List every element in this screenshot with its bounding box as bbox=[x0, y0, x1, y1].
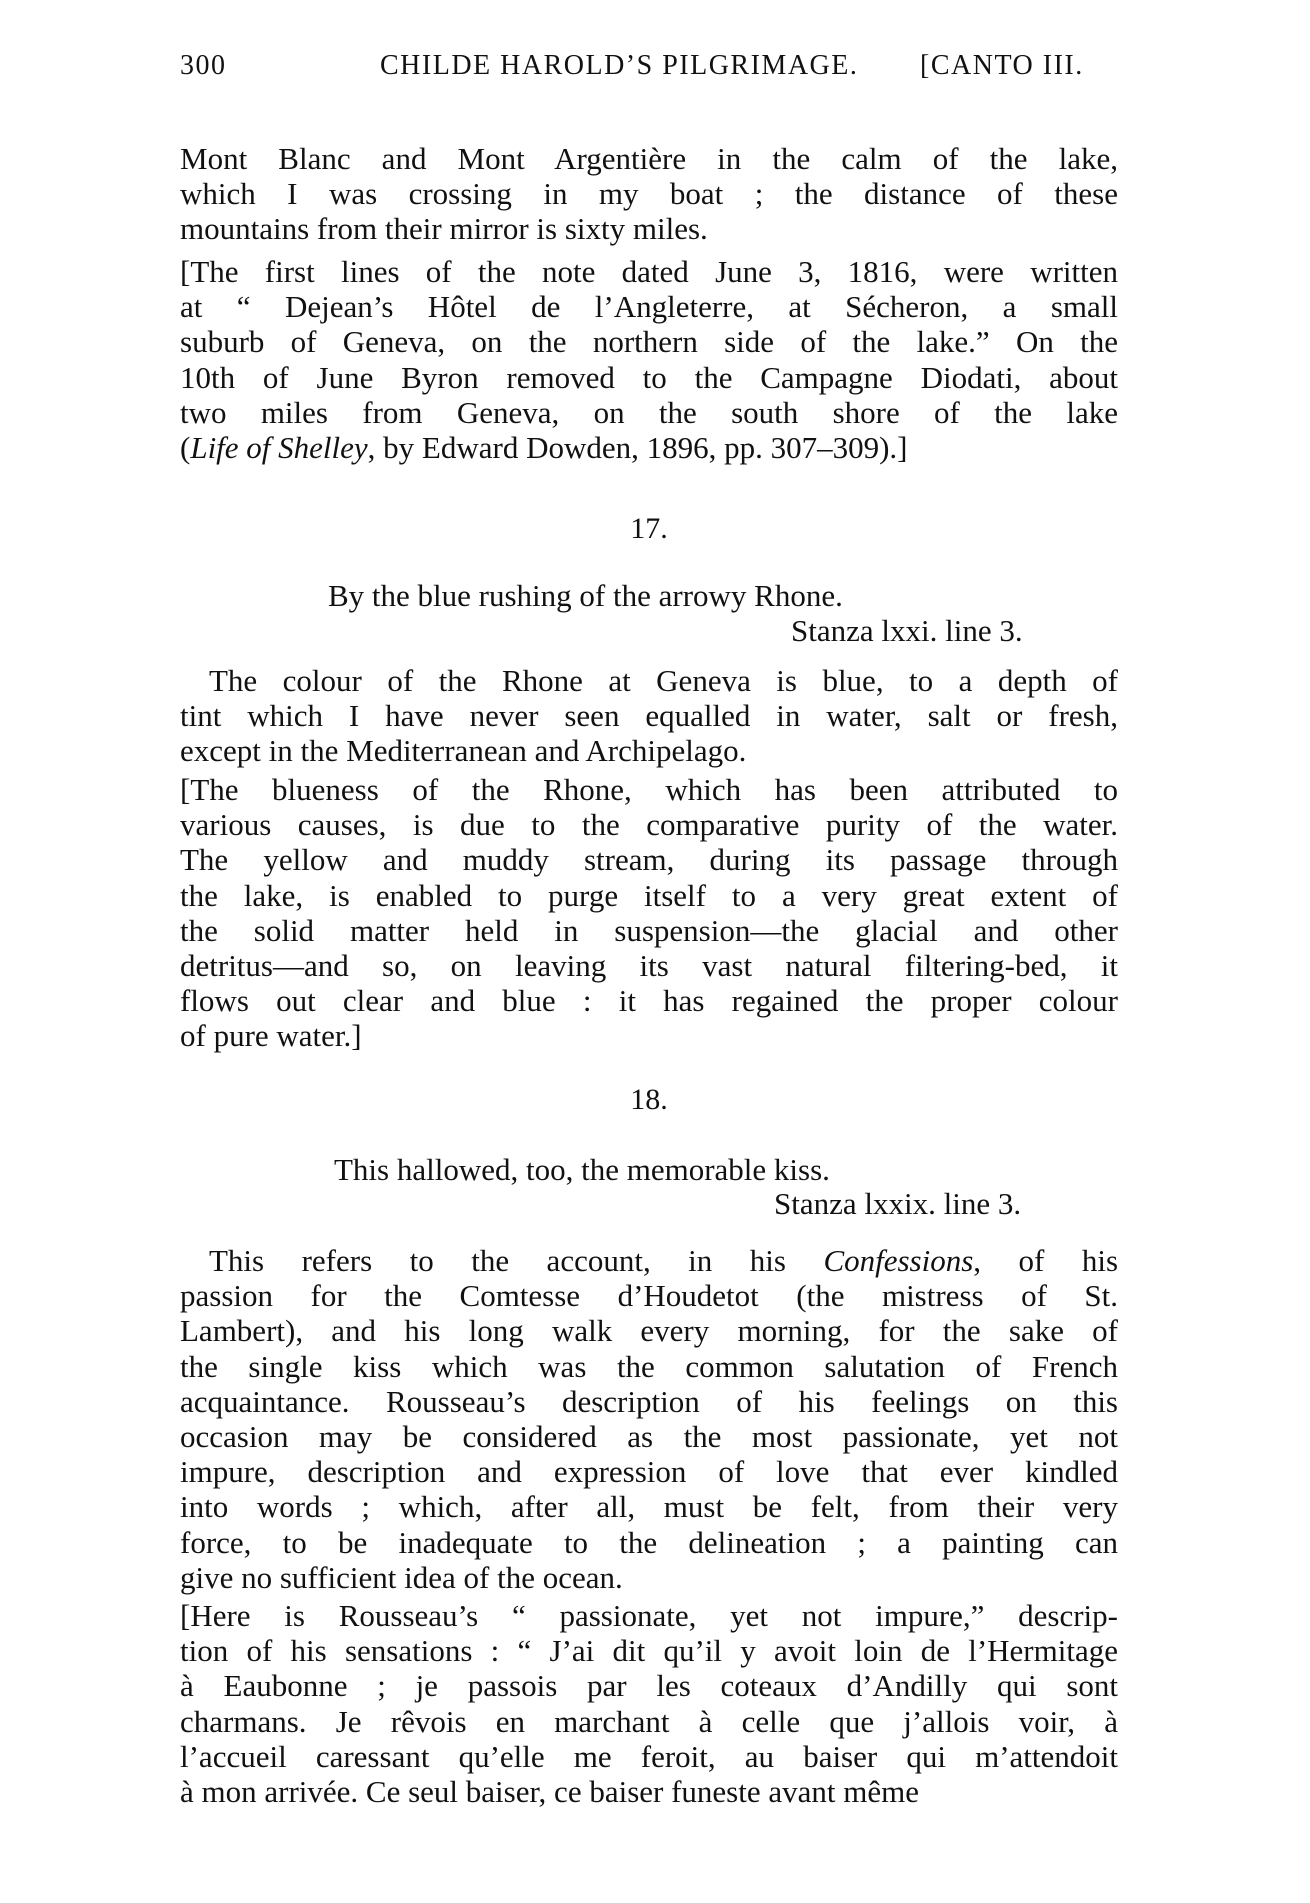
text-line: give no sufficient idea of the ocean. bbox=[180, 1559, 623, 1595]
note-number: 18. bbox=[630, 1083, 668, 1116]
text-line: l’accueil caressant qu’elle me feroit, au baiser qui m’attendoit bbox=[180, 1738, 1118, 1774]
text-line: charmans. Je rêvois en marchant à celle que j’allois voir, à bbox=[180, 1703, 1118, 1739]
text-line: of pure water.] bbox=[180, 1018, 362, 1054]
text-line: the lake, is enabled to purge itself to a very great extent of bbox=[180, 877, 1118, 913]
text-line bbox=[180, 430, 1118, 465]
text-line: impure, description and expression of love that ever kindled bbox=[180, 1454, 1118, 1490]
text-line: mountains from their mirror is sixty miles. bbox=[180, 211, 708, 247]
text-line: Mont Blanc and Mont Argentière in the calm of the lake, bbox=[180, 141, 1118, 176]
text-line: the single kiss which was the common salutation of French bbox=[180, 1348, 1118, 1384]
note-number: 17. bbox=[630, 512, 668, 545]
text-line: à Eaubonne ; je passois par les coteaux d’Andilly qui sont bbox=[180, 1668, 1118, 1704]
verse-quote: By the blue rushing of the arrowy Rhone. bbox=[328, 578, 843, 613]
italic-title: Confessions bbox=[823, 1243, 974, 1278]
canto-label: [CANTO III. bbox=[920, 50, 1084, 81]
text-span: , of his bbox=[973, 1243, 1119, 1278]
text-line: various causes, is due to the comparative purity of the water. bbox=[180, 807, 1118, 843]
verse-quote: This hallowed, too, the memorable kiss. bbox=[334, 1152, 830, 1187]
text-span: ( bbox=[180, 430, 191, 465]
text-line: suburb of Geneva, on the northern side of the lake.” On the bbox=[180, 324, 1118, 360]
text-line: into words ; which, after all, must be felt, from their very bbox=[180, 1489, 1118, 1525]
text-line: The yellow and muddy stream, during its passage through bbox=[180, 842, 1118, 878]
text-line: tint which I have never seen equalled in water, salt or fresh, bbox=[180, 698, 1118, 734]
text-line: [The first lines of the note dated June 3, 1816, were written bbox=[180, 254, 1118, 289]
text-line: passion for the Comtesse d’Houdetot (the mistress of St. bbox=[180, 1278, 1118, 1314]
page-number: 300 bbox=[180, 50, 227, 81]
text-line: occasion may be considered as the most passionate, yet not bbox=[180, 1419, 1118, 1454]
text-line: at “ Dejean’s Hôtel de l’Angleterre, at Sécheron, a small bbox=[180, 289, 1118, 325]
text-line: except in the Mediterranean and Archipelago. bbox=[180, 733, 747, 769]
text-line: which I was crossing in my boat ; the distance of these bbox=[180, 176, 1118, 212]
text-line: The colour of the Rhone at Geneva is blue, to a depth of bbox=[209, 663, 1118, 698]
text-line: the solid matter held in suspension—the glacial and other bbox=[180, 912, 1118, 948]
text-line: Lambert), and his long walk every morning, for the sake of bbox=[180, 1313, 1118, 1349]
text-line: [Here is Rousseau’s “ passionate, yet not impure,” descrip- bbox=[180, 1598, 1118, 1633]
text-line: [The blueness of the Rhone, which has been attributed to bbox=[180, 772, 1118, 807]
text-line: force, to be inadequate to the delineation ; a painting can bbox=[180, 1524, 1118, 1560]
text-span: , by Edward Dowden, 1896, pp. 307–309).] bbox=[367, 430, 908, 465]
stanza-reference: Stanza lxxix. line 3. bbox=[774, 1186, 1022, 1221]
text-line: acquaintance. Rousseau’s description of his feelings on this bbox=[180, 1383, 1118, 1419]
text-line: flows out clear and blue : it has regained the proper colour bbox=[180, 983, 1118, 1019]
text-line: tion of his sensations : “ J’ai dit qu’il y avoit loin de l’Hermitage bbox=[180, 1633, 1118, 1669]
running-title: CHILDE HAROLD’S PILGRIMAGE. bbox=[380, 50, 859, 81]
text-line: à mon arrivée. Ce seul baiser, ce baiser funeste avant même bbox=[180, 1774, 919, 1809]
text-span: This refers to the account, in his bbox=[209, 1243, 824, 1278]
stanza-reference: Stanza lxxi. line 3. bbox=[791, 613, 1023, 648]
text-line bbox=[209, 1243, 1118, 1278]
italic-title: Life of Shelley bbox=[190, 430, 368, 465]
text-line: 10th of June Byron removed to the Campagne Diodati, about bbox=[180, 359, 1118, 395]
text-line: detritus—and so, on leaving its vast natural filtering-bed, it bbox=[180, 948, 1118, 983]
text-line: two miles from Geneva, on the south shore of the lake bbox=[180, 394, 1118, 430]
